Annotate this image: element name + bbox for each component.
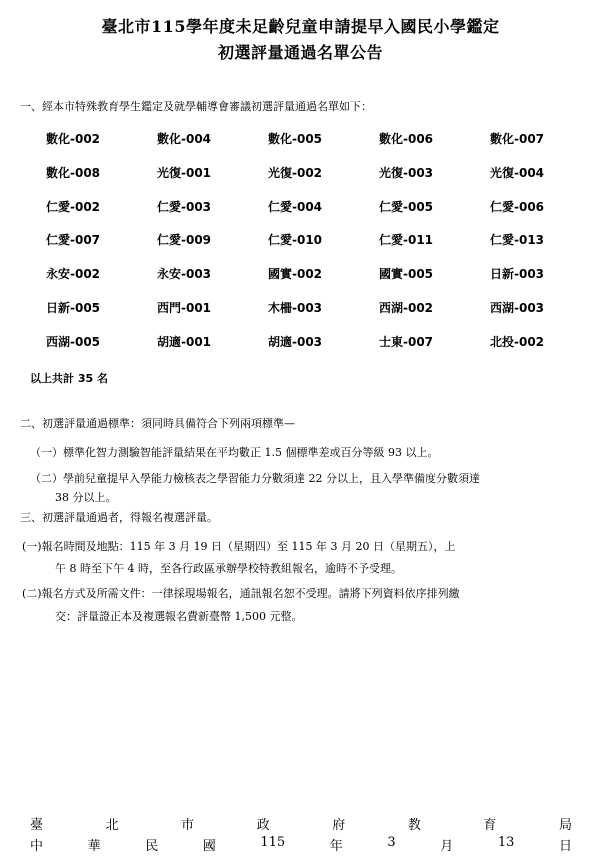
signature-date-part: 中: [30, 839, 44, 854]
signature-org-char: 臺: [30, 818, 44, 833]
pass-list-item: 日新-005: [46, 300, 101, 315]
total-count: 以上共計 35 名: [30, 372, 108, 385]
pass-list-item: 士東-007: [379, 334, 434, 349]
pass-list-item: 西門-001: [157, 300, 212, 315]
registration-item-2-line1: (二)報名方式及所需文件：一律採現場報名，通訊報名恕不受理。請將下列資料依序排列繳: [22, 587, 460, 600]
pass-list-item: 光復-002: [268, 165, 323, 180]
pass-list-item: 光復-004: [490, 165, 545, 180]
pass-list-item: 國實-002: [268, 267, 323, 282]
document-title: 臺北市115學年度未足齡兒童申請提早入國民小學鑑定: [101, 17, 500, 36]
pass-list-item: 仁愛-002: [46, 199, 101, 214]
pass-list-item: 西湖-003: [490, 300, 545, 315]
pass-list-grid: [46, 130, 586, 367]
pass-list-item: 西湖-002: [379, 300, 434, 315]
pass-list-item: 數化-008: [46, 165, 101, 180]
pass-list-item: 仁愛-009: [157, 233, 212, 248]
registration-item-1-line1: (一)報名時間及地點：115 年 3 月 19 日（星期四）至 115 年 3 月 20 日（星期五），上: [22, 540, 456, 553]
pass-list-item: 仁愛-011: [379, 233, 434, 248]
pass-list-item: 永安-002: [46, 267, 101, 282]
pass-list-item: 仁愛-013: [490, 233, 545, 248]
pass-list-item: 仁愛-010: [268, 233, 323, 248]
signature-organization: [30, 814, 572, 833]
pass-list-item: 仁愛-003: [157, 199, 212, 214]
signature-org-char: 府: [332, 818, 346, 833]
pass-list-item: 光復-003: [379, 165, 434, 180]
pass-list-item: 胡適-003: [268, 334, 323, 349]
pass-list-item: 胡適-001: [157, 334, 212, 349]
signature-date-part: 年: [329, 839, 343, 854]
signature-org-char: 政: [256, 818, 270, 833]
signature-date-part: 日: [558, 839, 572, 854]
pass-list-item: 永安-003: [157, 267, 212, 282]
pass-list-item: 西湖-005: [46, 334, 101, 349]
criteria-item-2-line1: （二）學前兒童提早入學能力檢核表之學習能力分數須達 22 分以上，且入學準備度分數須達: [30, 472, 480, 485]
pass-list-item: 數化-006: [379, 132, 434, 146]
pass-list-item: 國實-005: [379, 267, 434, 282]
signature-date-part: 13: [497, 835, 515, 850]
pass-list-item: 日新-003: [490, 267, 545, 282]
signature-org-char: 育: [483, 818, 497, 833]
section1-heading: 一、經本市特殊教育學生鑑定及就學輔導會審議初選評量通過名單如下：: [20, 100, 372, 113]
pass-list-item: 仁愛-004: [268, 199, 323, 214]
criteria-item-2-line2: 38 分以上。: [55, 491, 117, 504]
signature-date-part: 華: [87, 839, 101, 854]
signature-org-char: 局: [558, 818, 572, 833]
pass-list-item: 木柵-003: [268, 300, 323, 315]
signature-date: [30, 835, 572, 854]
pass-list-item: 數化-007: [490, 132, 545, 146]
registration-item-2-line2: 交：評量證正本及複選報名費新臺幣 1,500 元整。: [55, 610, 303, 623]
signature-date-part: 國: [202, 839, 216, 854]
pass-list-item: 數化-005: [268, 132, 323, 146]
signature-org-char: 北: [105, 818, 119, 833]
section3-heading: 三、初選評量通過者，得報名複選評量。: [20, 511, 218, 524]
signature-date-part: 115: [260, 835, 286, 850]
document-subtitle: 初選評量通過名單公告: [217, 43, 383, 62]
pass-list-item: 數化-004: [157, 132, 212, 146]
pass-list-item: 北投-002: [490, 334, 545, 349]
pass-list-item: 仁愛-005: [379, 199, 434, 214]
signature-date-part: 3: [387, 835, 396, 850]
signature-date-part: 民: [145, 839, 159, 854]
signature-date-part: 月: [440, 839, 454, 854]
pass-list-item: 光復-001: [157, 165, 212, 180]
section2-heading: 二、初選評量通過標準：須同時具備符合下列兩項標準—: [20, 417, 295, 430]
pass-list-item: 數化-002: [46, 132, 101, 146]
signature-org-char: 市: [181, 818, 195, 833]
pass-list-item: 仁愛-006: [490, 199, 545, 214]
criteria-item-1: （一）標準化智力測驗智能評量結果在平均數正 1.5 個標準差或百分等級 93 以上。: [30, 446, 439, 459]
registration-item-1-line2: 午 8 時至下午 4 時，至各行政區承辦學校特教組報名，逾時不予受理。: [55, 562, 402, 575]
pass-list-item: 仁愛-007: [46, 233, 101, 248]
signature-org-char: 教: [407, 818, 421, 833]
